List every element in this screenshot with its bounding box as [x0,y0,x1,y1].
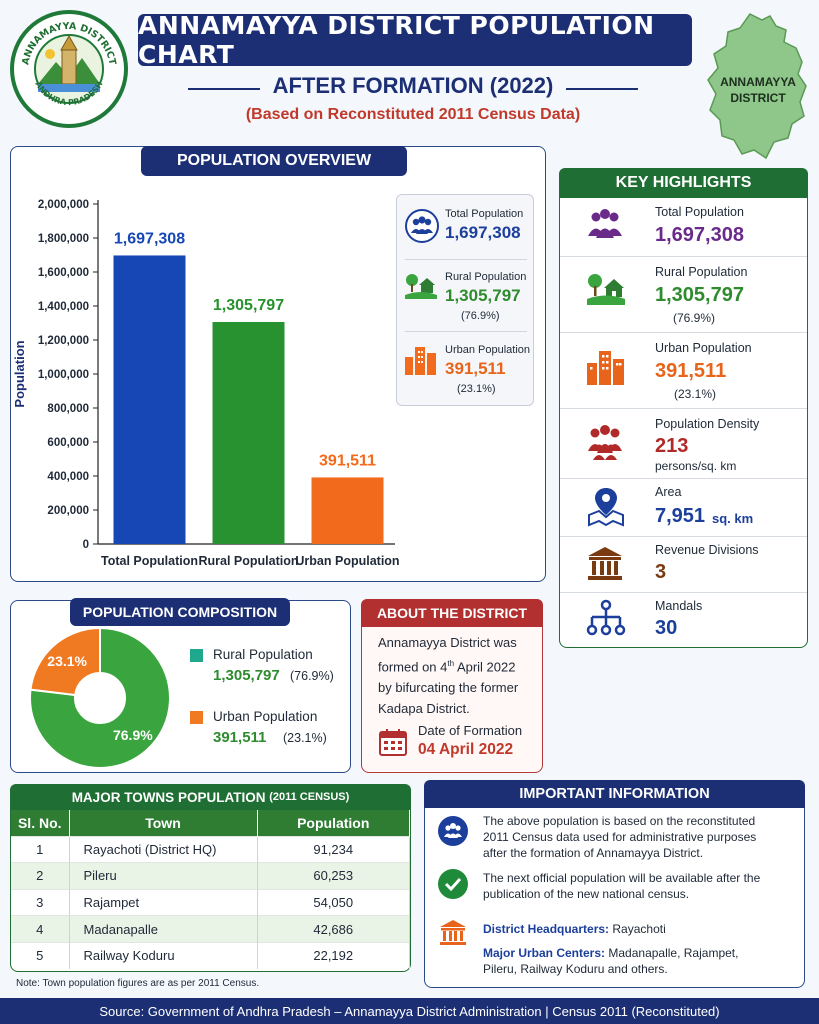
important-info-heading: IMPORTANT INFORMATION [424,780,805,808]
highlight-total-population [560,198,807,256]
bar-value-label: 391,511 [319,452,376,470]
stat-divider [405,259,527,260]
highlight-value: 391,511 [655,360,727,382]
stat-label-urban: Urban Population [445,344,531,356]
major-towns-table [11,810,410,969]
bar-1 [114,255,186,544]
highlight-value: 7,951 [655,505,706,527]
info-paragraph-2: The next official population will be available after the publication of the new national census. [483,871,761,901]
stat-label-total: Total Population [445,208,524,220]
highlight-area [560,478,807,536]
info-headquarters: District Headquarters: Rayachoti [483,922,666,936]
map-label-line2: DISTRICT [730,91,786,105]
legend-value-urban: 391,511 [213,729,267,746]
highlight-value: 30 [655,617,678,639]
highlight-value: 1,305,797 [655,284,744,306]
y-tick-label: 1,200,000 [37,335,89,347]
highlight-value: 213 [655,435,689,457]
about-description [378,632,518,719]
y-tick-label: 1,600,000 [37,267,89,279]
cell-town: Pileru [69,863,257,890]
cell-town: Rayachoti (District HQ) [69,836,257,863]
population-overview-heading: POPULATION OVERVIEW [141,146,407,176]
cell-sl-no: 4 [11,916,69,943]
government-building-icon [585,545,625,588]
y-tick-label: 1,400,000 [37,301,89,313]
table-row [11,836,410,863]
column-header-population: Population [257,810,410,836]
composition-donut-chart [26,628,174,768]
cell-sl-no: 2 [11,863,69,890]
people-info-icon [438,816,468,846]
cell-sl-no: 1 [11,836,69,863]
key-highlights-heading: KEY HIGHLIGHTS [559,168,808,198]
stat-value-rural: 1,305,797 [445,286,521,305]
people-group-icon [585,206,625,247]
info-urban-centers: Major Urban Centers: Madanapalle, Rajampet, Pileru, Railway Koduru and others. [483,946,739,976]
legend-value-rural: 1,305,797 [213,667,280,684]
cell-population: 60,253 [257,863,410,890]
census-note: (Based on Reconstituted 2011 Census Data) [245,106,581,123]
stat-value-total: 1,697,308 [445,223,521,242]
highlight-sub: persons/sq. km [655,459,737,473]
slice-label: 76.9% [112,727,153,744]
legend-pct-urban: (23.1%) [283,731,327,745]
district-seal [10,10,128,128]
y-tick-label: 0 [82,539,89,551]
about-line: by bifurcating the former [378,680,519,696]
cell-town: Railway Koduru [69,942,257,969]
farmhouse-icon [403,271,439,308]
cell-sl-no: 5 [11,942,69,969]
about-district-heading: ABOUT THE DISTRICT [361,599,543,627]
seal-text-bottom: ANDHRA PRADESH [33,79,105,108]
city-buildings-icon [403,343,439,382]
table-row [11,942,410,969]
y-tick-label: 2,000,000 [37,199,89,211]
cell-population: 22,192 [257,942,410,969]
page-title: ANNAMAYYA DISTRICT POPULATION CHART [138,14,692,66]
district-map [704,12,812,162]
bar-value-label: 1,305,797 [212,297,285,315]
info-paragraph-1: The above population is based on the reconstituted 2011 Census data used for administrative purposes after the formation of Annamayya District. [483,814,757,860]
highlight-sub: (23.1%) [674,387,717,401]
column-header-sl-no: Sl. No. [11,810,69,836]
about-line: formed on 4th April 2022 [378,659,516,675]
y-tick-label: 200,000 [47,505,89,517]
legend-label-rural: Rural Population [213,647,313,662]
crowd-icon [585,423,625,466]
major-towns-heading: MAJOR TOWNS POPULATION (2011 CENSUS) [10,784,411,810]
y-tick-label: 600,000 [47,437,89,449]
y-axis-title: Population [12,340,27,408]
highlight-value: 1,697,308 [655,224,744,246]
x-tick-label: Rural Population [198,554,299,568]
source-footer: Source: Government of Andhra Pradesh – Annamayya District Administration | Census 2011 (Reconstituted) [0,998,819,1024]
highlight-label: Revenue Divisions [655,543,759,557]
bar-3 [312,477,384,544]
x-tick-label: Total Population [101,554,198,568]
about-line: Annamayya District was [378,635,517,650]
cell-population: 42,686 [257,916,410,943]
page-subtitle: AFTER FORMATION (2022) [272,73,554,98]
towns-note: Note: Town population figures are as per 2011 Census. [16,978,260,989]
table-row [11,889,410,916]
map-pin-icon [585,485,627,532]
population-composition-heading: POPULATION COMPOSITION [70,598,290,626]
cell-population: 54,050 [257,889,410,916]
column-header-town: Town [69,810,257,836]
formation-date-label: Date of Formation [418,723,523,738]
city-buildings-icon [585,347,627,392]
highlight-mandals [560,592,807,647]
bar-value-label: 1,697,308 [113,230,186,248]
stat-pct-urban: (23.1%) [457,383,496,395]
y-tick-label: 400,000 [47,471,89,483]
highlight-label: Population Density [655,417,760,431]
stat-divider [405,331,527,332]
cell-sl-no: 3 [11,889,69,916]
y-tick-label: 800,000 [47,403,89,415]
x-tick-label: Urban Population [295,554,400,568]
stat-value-urban: 391,511 [445,359,506,378]
y-tick-label: 1,800,000 [37,233,89,245]
y-tick-label: 1,000,000 [37,369,89,381]
formation-date-value: 04 April 2022 [418,741,514,758]
highlight-label: Rural Population [655,265,748,279]
highlight-urban-population [560,332,807,408]
stat-label-rural: Rural Population [445,271,527,283]
highlight-label: Mandals [655,599,703,613]
highlight-rural-population [560,256,807,332]
slice-label: 23.1% [47,652,88,669]
cell-town: Madanapalle [69,916,257,943]
table-row [11,863,410,890]
highlight-label: Total Population [655,205,744,219]
legend-pct-rural: (76.9%) [290,669,334,683]
legend-swatch-urban [190,711,203,724]
map-label-line1: ANNAMAYYA [720,75,796,89]
table-row [11,916,410,943]
highlight-label: Urban Population [655,341,752,355]
highlight-label: Area [655,485,682,499]
legend-swatch-rural [190,649,203,662]
highlight-sub: sq. km [712,511,754,526]
stat-pct-rural: (76.9%) [461,310,500,322]
highlight-population-density [560,408,807,478]
hierarchy-icon [585,599,627,644]
highlight-value: 3 [655,561,667,583]
calendar-icon [377,726,409,763]
legend-label-urban: Urban Population [213,709,318,724]
bar-2 [213,322,285,544]
about-line: Kadapa District. [378,701,470,717]
farmhouse-icon [585,271,627,314]
cell-population: 91,234 [257,836,410,863]
population-bar-chart [10,180,400,580]
seal-text-top: ANNAMAYYA DISTRICT [20,20,118,66]
cell-town: Rajampet [69,889,257,916]
check-circle-icon [438,869,468,899]
people-group-icon [405,209,439,243]
government-building-icon [438,918,468,953]
highlight-sub: (76.9%) [673,311,716,325]
highlight-revenue-divisions [560,536,807,592]
overview-stats-box [396,194,534,406]
